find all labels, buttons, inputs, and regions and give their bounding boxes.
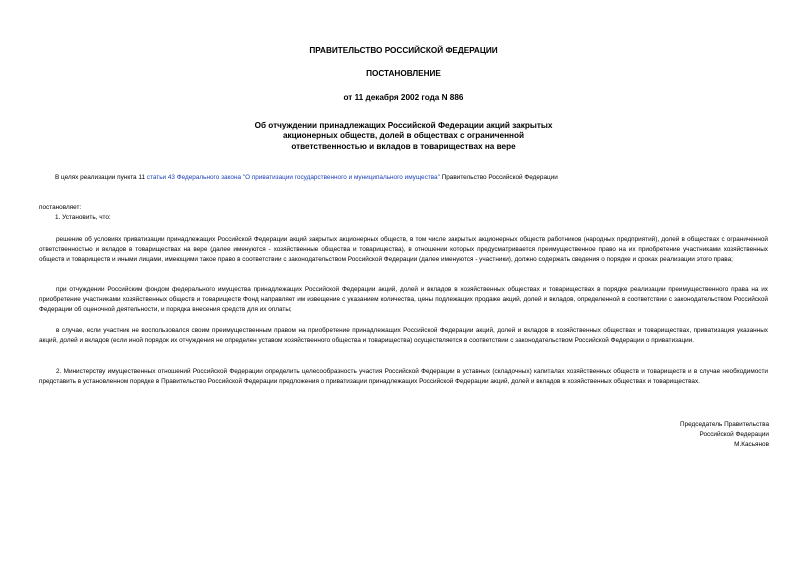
title-line: Об отчуждении принадлежащих Российской Федерации акций закрытых	[254, 121, 553, 130]
preamble-text: В целях реализации пункта 11	[55, 174, 147, 181]
document-type-heading: ПОСТАНОВЛЕНИЕ	[366, 69, 441, 78]
signature-title: Председатель Правительства	[680, 421, 769, 428]
paragraph-2: при отчуждении Российским фондом федерального имущества принадлежащих Российской Федерации акций, долей и вкладов в хозяйственных обществах и товариществах в порядке реализации преимущественного права на их приобретение участниками хозяйственных обществ и товариществ Фонд направляет им извещение с указанием количества, цены подлежащих продаже акций, долей и вкладов, определенной в соответствии с законодательством Российской Федерации об оценочной деятельности, и порядка внесения средств для их оплаты;	[39, 286, 768, 313]
law-reference-link[interactable]: статьи 43 Федерального закона "О приватизации государственного и муниципального имущества"	[146, 174, 440, 181]
item-1-intro: 1. Установить, что:	[55, 214, 111, 221]
title-line: ответственностью и вкладов в товариществах на вере	[291, 141, 516, 151]
date-number-heading: от 11 декабря 2002 года N 886	[343, 93, 464, 102]
preamble	[55, 173, 775, 182]
paragraph-1: решение об условиях приватизации принадлежащих Российской Федерации акций закрытых акционерных обществ, в том числе закрытых акционерных обществ работников (народных предприятий), долей в обществах с ограниченной ответственностью и вкладов в товариществах на вере (далее именуются - хозяйственные общества и товарищества), в отношении которых предусматривается преимущественное право на их приобретение участниками хозяйственных обществ и товариществ и иными лицами, имеющими такое право в соответствии с законодательством Российской Федерации (далее именуются - участники), должно содержать сведения о порядке и сроках реализации этого права;	[39, 236, 768, 263]
signature-block	[569, 420, 769, 450]
paragraph-3: в случае, если участник не воспользовался своим преимущественным правом на приобретение принадлежащих Российской Федерации акций, долей и вкладов в хозяйственных обществах и товариществах, приватизация указанных акций, долей и вкладов (если иной порядок их отчуждения не определен уставом хозяйственного общества и товарищества) осуществляется в соответствии с законодательством Российской Федерации о приватизации.	[39, 327, 768, 344]
title-line: акционерных обществ, долей в обществах с ограниченной	[282, 131, 525, 141]
paragraph-4: 2. Министерству имущественных отношений Российской Федерации определить целесообразность участия Российской Федерации в уставных (складочных) капиталах хозяйственных обществ и товариществ и в случае необходимости представить в установленном порядке в Правительство Российской Федерации предложения о приватизации принадлежащих Российской Федерации акций, долей и вкладов в хозяйственных обществах и товариществах.	[39, 368, 768, 385]
government-heading: ПРАВИТЕЛЬСТВО РОССИЙСКОЙ ФЕДЕРАЦИИ	[309, 46, 498, 55]
signature-title: Российской Федерации	[699, 431, 769, 438]
signature-name: М.Касьянов	[734, 441, 769, 448]
resolves-text: постановляет:	[39, 204, 82, 211]
preamble-text: Правительство Российской Федерации	[439, 174, 558, 181]
document-title	[170, 121, 637, 152]
